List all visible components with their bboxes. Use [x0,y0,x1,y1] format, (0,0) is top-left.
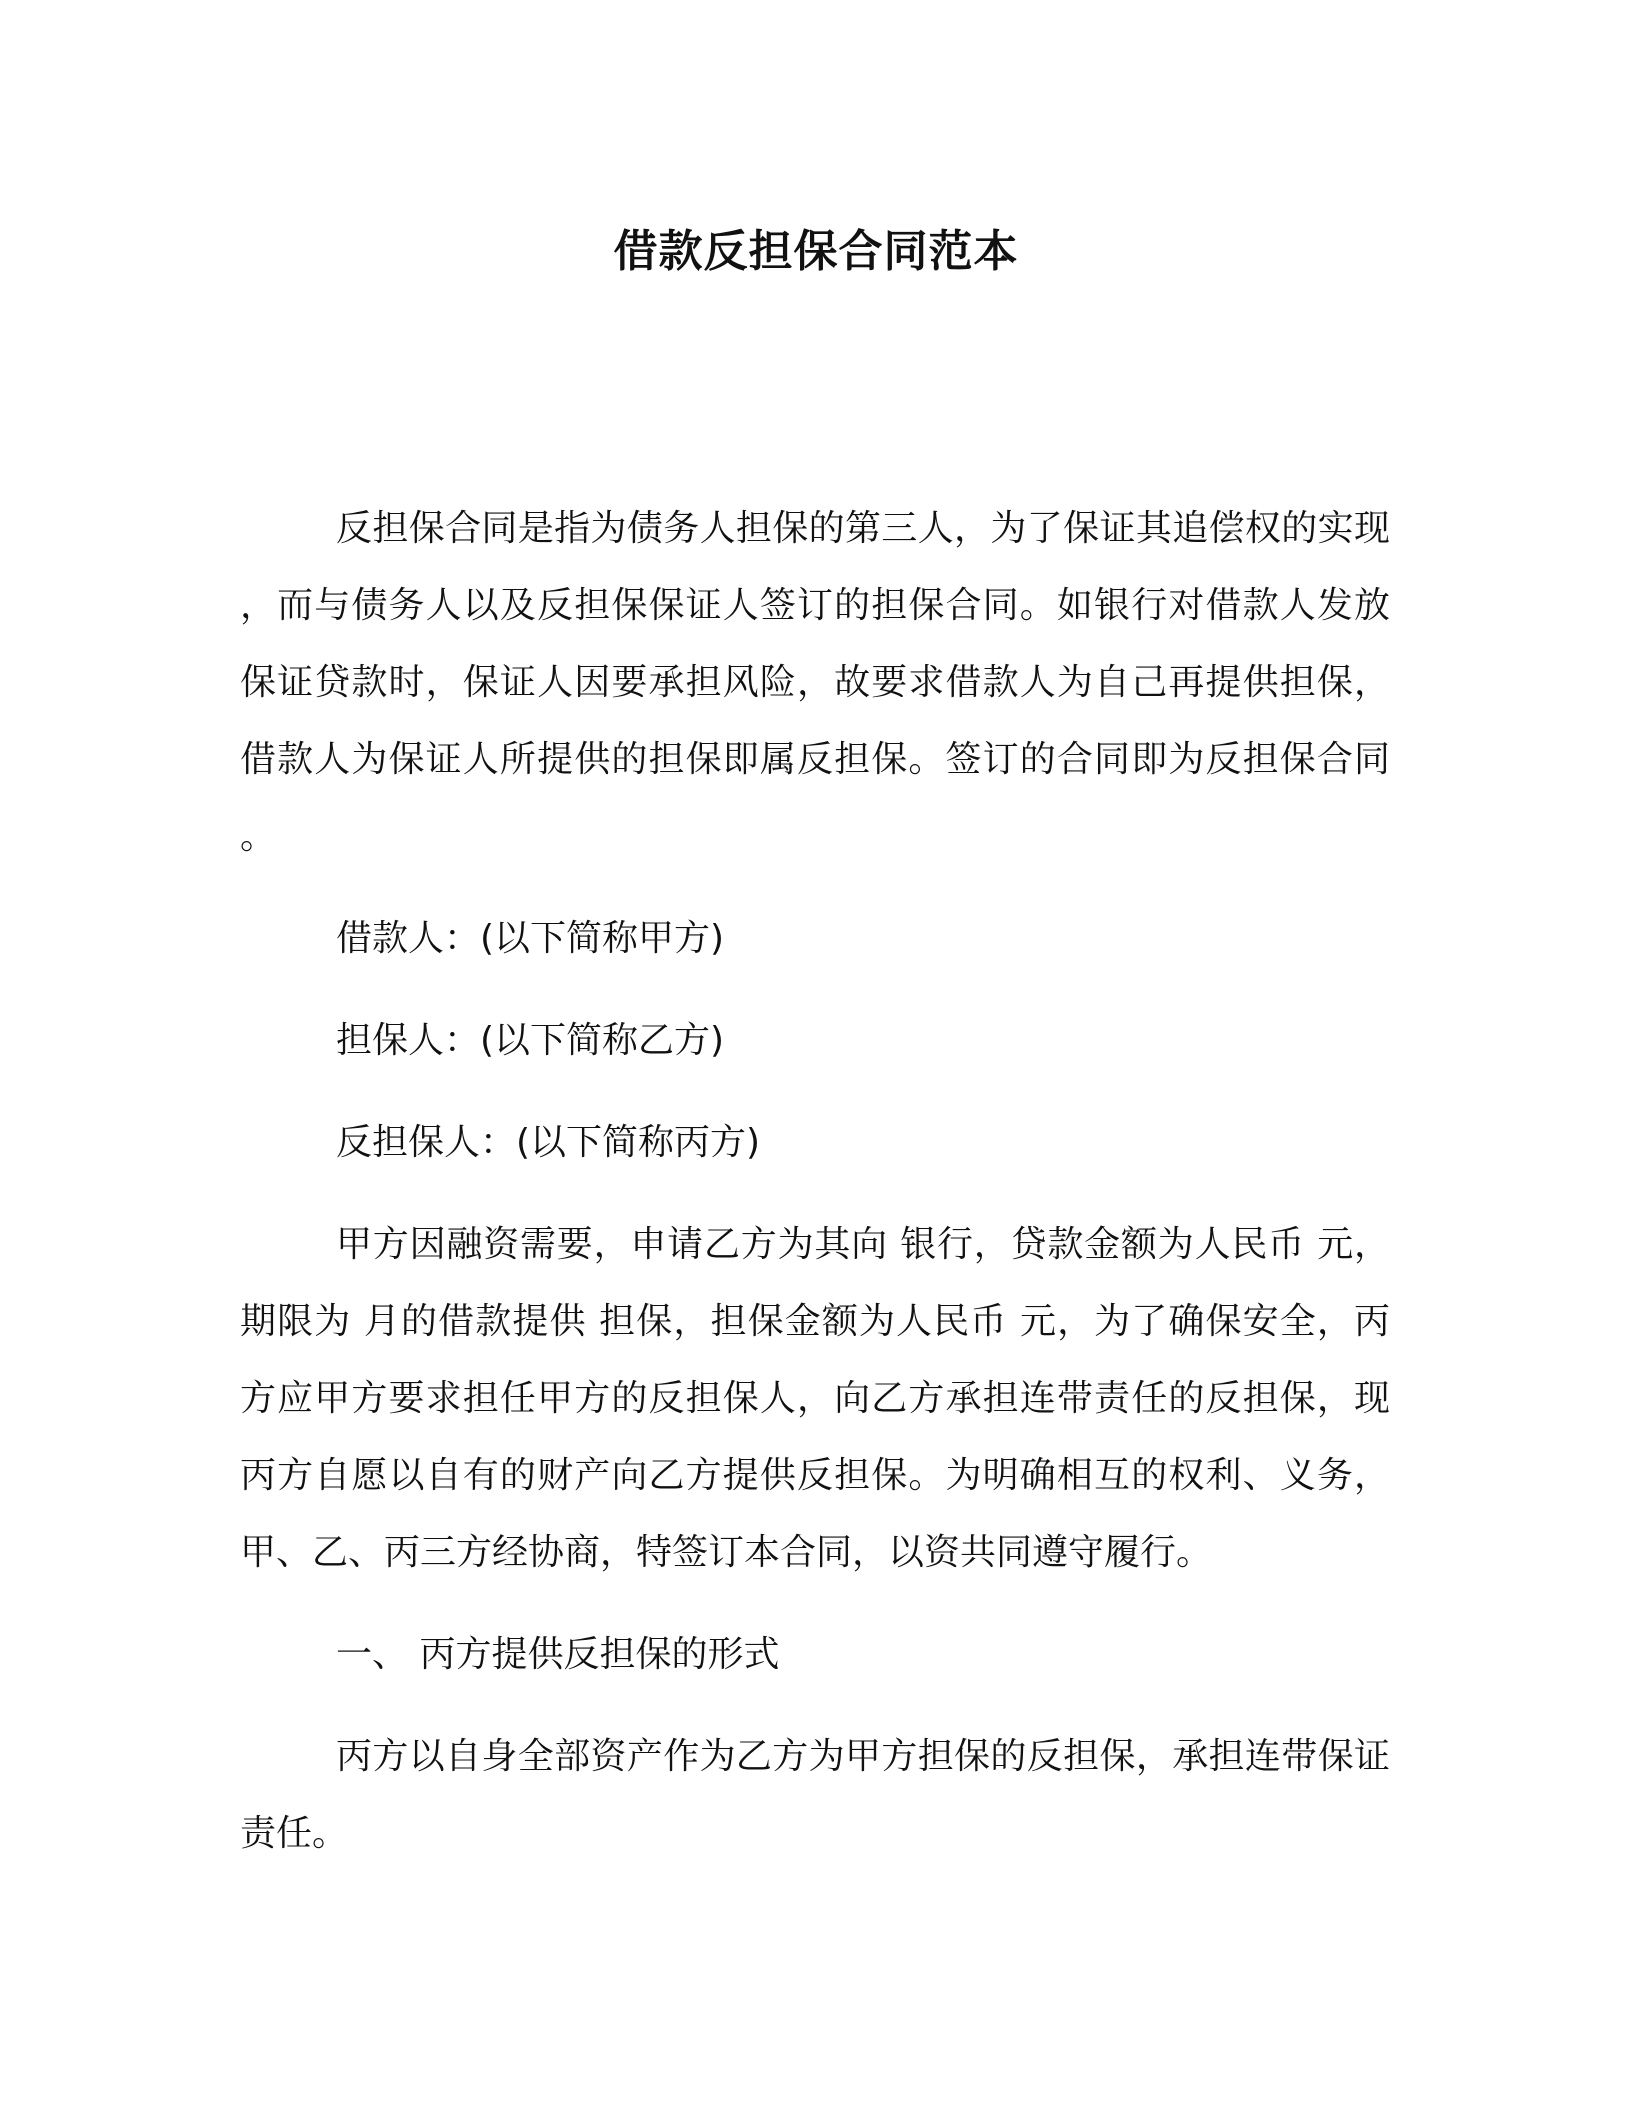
party-guarantor: 担保人：(以下简称乙方) [336,1020,725,1061]
section-1-text: 丙方以自身全部资产作为乙方为甲方担保的反担保，承担连带保证责任。 [240,1736,1390,1854]
intro-paragraph: 反担保合同是指为债务人担保的第三人，为了保证其追偿权的实现，而与债务人以及反担保保证人签订的担保合同。如银行对借款人发放保证贷款时，保证人因要承担风险，故要求借款人为自己再提供担保，借款人为保证人所提供的担保即属反担保。签订的合同即为反担保合同。 [240,508,1390,857]
document-body [240,490,1390,1897]
section-1-heading: 一、 丙方提供反担保的形式 [336,1634,780,1675]
preamble-paragraph: 甲方因融资需要，申请乙方为其向 银行，贷款金额为人民币 元，期限为 月的借款提供 担保，担保金额为人民币 元，为了确保安全，丙方应甲方要求担任甲方的反担保人，向乙方承担连带责任的反担保，现丙方自愿以自有的财产向乙方提供反担保。为明确相互的权利、义务，甲、乙、丙三方经协商，特签订本合同，以资共同遵守履行。 [240,1224,1390,1573]
party-borrower: 借款人：(以下简称甲方) [336,918,725,959]
party-counter-guarantor: 反担保人：(以下简称丙方) [336,1122,761,1163]
document-title: 借款反担保合同范本 [613,226,1019,277]
